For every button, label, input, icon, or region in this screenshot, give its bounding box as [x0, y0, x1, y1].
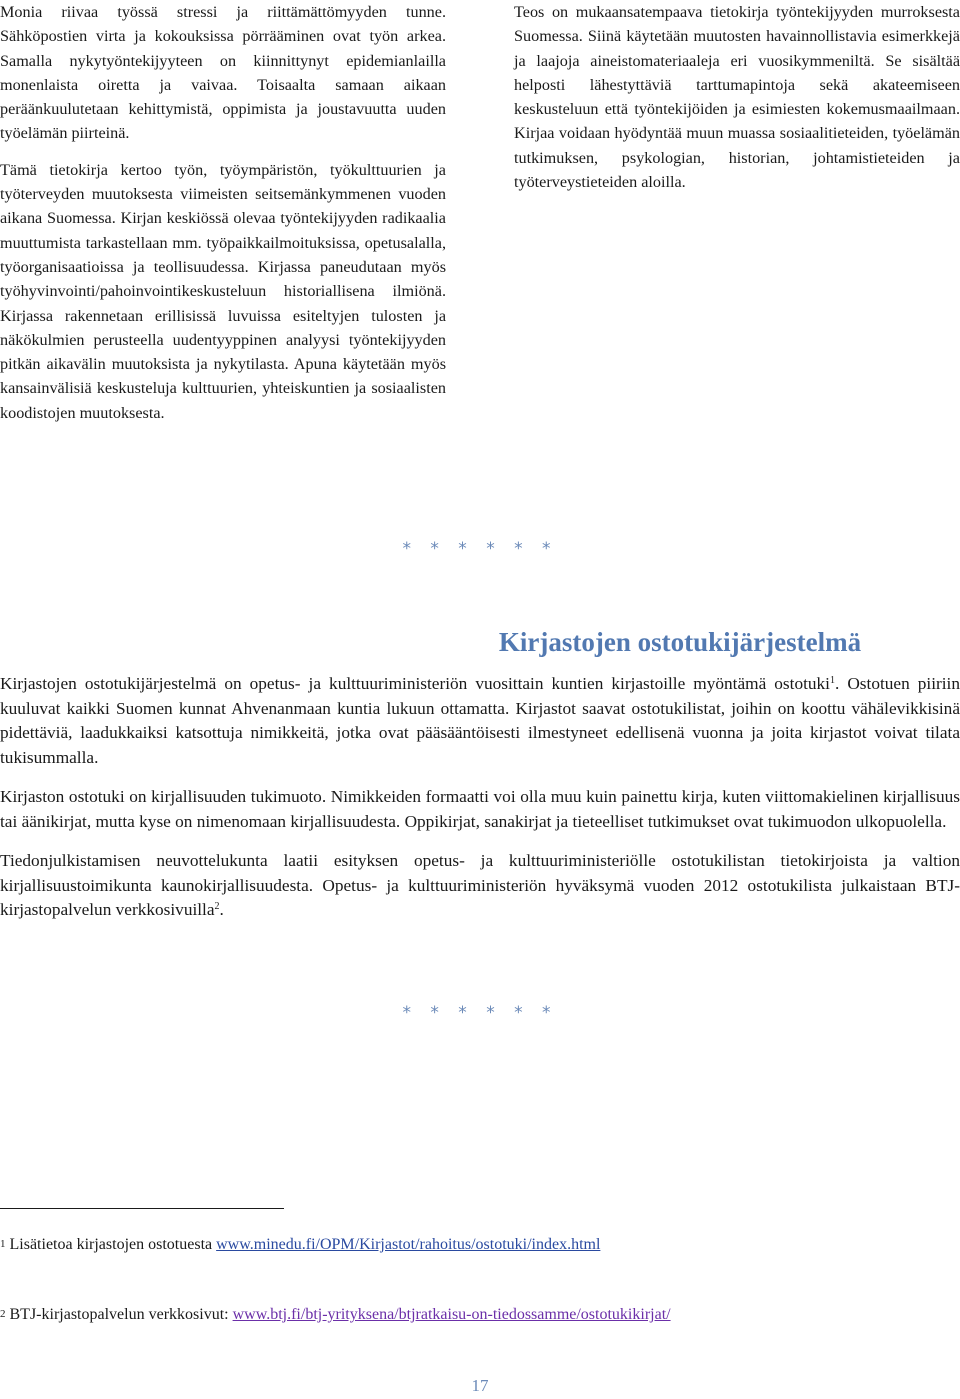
body-paragraph-3: [0, 849, 960, 923]
section-separator: * * * * * *: [402, 1003, 558, 1023]
body-paragraph-2: Kirjaston ostotuki on kirjallisuuden tukimuoto. Nimikkeiden formaatti voi olla muu kuin painettu kirja, kuten viittomakielinen kirjallisuus tai äänikirjat, mutta kyse on nimenomaan kirjallisuudesta. Oppikirjat, sanakirjat ja tieteelliset tutkimukset ovat tukimuodon ulkopuolella.: [0, 787, 960, 831]
footnote-1: [0, 1233, 960, 1256]
left-column: [0, 0, 446, 425]
footnote-number: 2: [0, 1308, 6, 1320]
footnote-ref-2: 2: [214, 901, 220, 912]
footnote-ref-1: 1: [829, 675, 835, 686]
section-heading: Kirjastojen ostotukijärjestelmä: [498, 627, 862, 657]
footnote-link[interactable]: www.btj.fi/btj-yrityksena/btjratkaisu-on-tiedossamme/ostotukikirjat/: [232, 1306, 671, 1323]
body-text-span: .: [219, 900, 224, 919]
page-number: 17: [471, 1376, 489, 1395]
section-separator: * * * * * *: [402, 539, 558, 559]
footnote-link[interactable]: www.minedu.fi/OPM/Kirjastot/rahoitus/ostotuki/index.html: [216, 1236, 601, 1253]
footnote-text: BTJ-kirjastopalvelun verkkosivut:: [9, 1306, 233, 1323]
footnote-divider: [0, 1208, 284, 1209]
left-paragraph-1: Monia riivaa työssä stressi ja riittämättömyyden tunne. Sähköpostien virta ja kokouksissa pörrääminen ovat työn arkea. Samalla nykytyöntekijyyteen on kiinnittynyt epidemianlailla monenlaista oiretta ja vaivaa. Toisaalta samaan aikaan peräänkuulutetaan kehittymistä, oppimista ja joustavuutta uuden työelämän piirteinä.: [0, 3, 446, 143]
left-paragraph-2: Tämä tietokirja kertoo työn, työympäristön, työkulttuurien ja työterveyden muutoksesta viimeisten seitsemänkymmenen vuoden aikana Suomessa. Kirjan keskiössä olevaa työntekijyyden radikaalia muuttumista tarkastellaan mm. työpaikkailmoituksissa, opetusalalla, työorganisaatioissa ja teollisuudessa. Kirjassa paneudutaan myös työhyvinvointi/pahoinvointikeskusteluun historiallisena ilmiönä. Kirjassa rakennetaan erillisissä luvuissa esiteltyjen tulosten ja näkökulmien perusteella uudentyyppinen analyysi työntekijyyden pitkän aikavälin muutoksista ja nykytilasta. Apuna käytetään myös kansainvälisiä keskusteluja kulttuurien, yhteiskuntien ja sosiaalisten koodistojen muutoksesta.: [0, 160, 446, 422]
body-text-span: . Ostotuen piiriin kuuluvat kaikki Suomen kunnat Ahvenanmaan kuntia lukuun ottamatta. Kirjastot saavat ostotukilistat, joihin on koottu vähälevikkisinä pidettäviä, laadukkaiksi katsottuja nimikkeitä, jotka ovat pääsääntöisesti ilmestyneet edellisenä vuonna ja joita kirjastot voivat tilata tukisummalla.: [0, 674, 960, 767]
section-body: [0, 672, 960, 938]
body-text-span: Kirjastojen ostotukijärjestelmä on opetus- ja kulttuuriministeriön vuosittain kuntien kirjastoille myöntämä ostotuki: [0, 674, 830, 693]
footnote-2: [0, 1303, 960, 1326]
right-column: [514, 0, 960, 194]
footnote-number: 1: [0, 1238, 6, 1250]
right-paragraph-1: Teos on mukaansatempaava tietokirja työntekijyyden murroksesta Suomessa. Siinä käytetään muutosten havainnollistavia esimerkkejä ja laajoja aineistomateriaaleja eri vuosikymmeniltä. Se sisältää helposti lähestyttäviä tarttumapintoja sekä akateemiseen keskusteluun että työntekijöiden ja esimiesten kokemusmaailmaan. Kirjaa voidaan hyödyntää muun muassa sosiaalitieteiden, työelämän tutkimuksen, psykologian, historian, johtamistieteiden ja työterveystieteiden aloilla.: [514, 3, 960, 192]
footnote-text: Lisätietoa kirjastojen ostotuesta: [9, 1236, 217, 1253]
body-text-span: Tiedonjulkistamisen neuvottelukunta laatii esityksen opetus- ja kulttuuriministeriölle ostotukilistan tietokirjoista ja valtion kirjallisuustoimikunta kaunokirjallisuudesta. Opetus- ja kulttuuriministeriön hyväksymä vuoden 2012 ostotukilista julkaistaan BTJ-kirjastopalvelun verkkosivuilla: [0, 851, 960, 919]
body-paragraph-1: [0, 672, 960, 770]
